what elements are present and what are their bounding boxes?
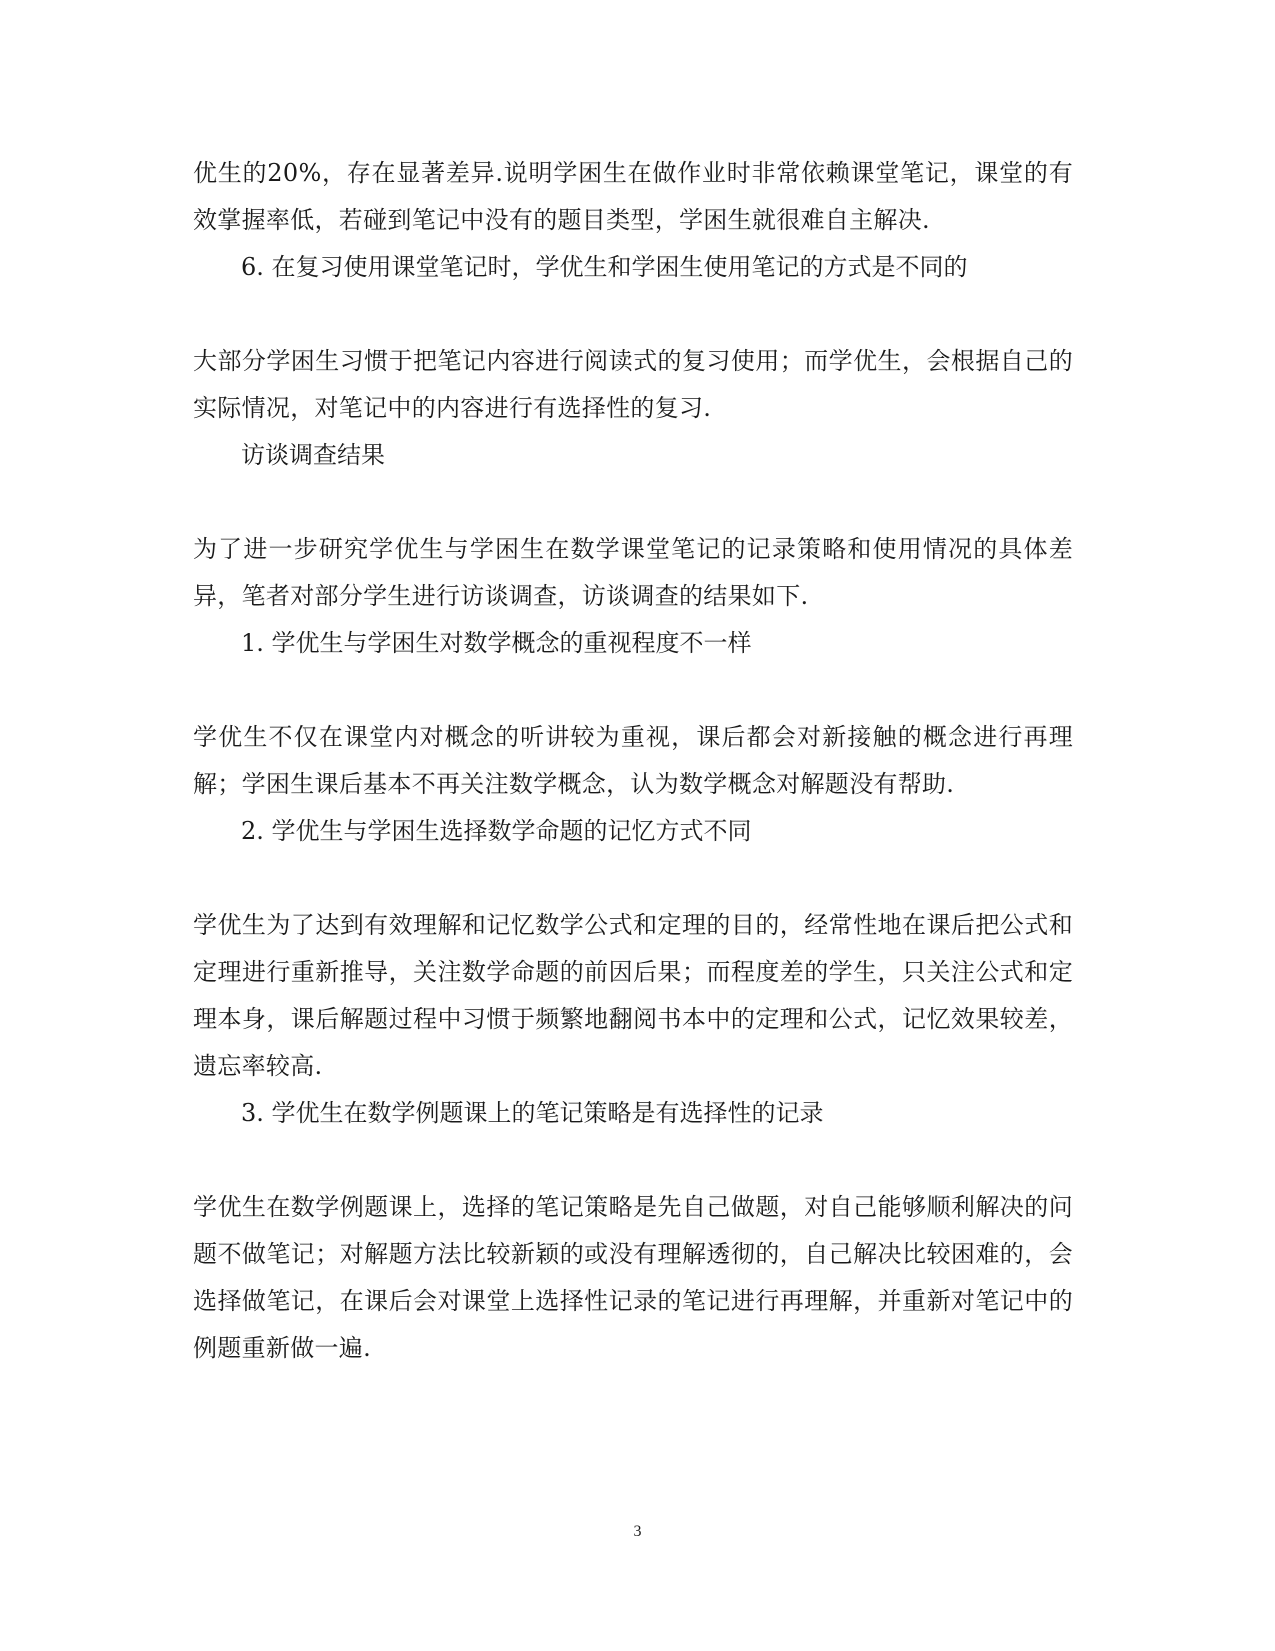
paragraph: 大部分学困生习惯于把笔记内容进行阅读式的复习使用；而学优生，会根据自己的实际情况，对笔记中的内容进行有选择性的复习. (193, 347, 1073, 422)
paragraph: 学优生为了达到有效理解和记忆数学公式和定理的目的，经常性地在课后把公式和定理进行重新推导，关注数学命题的前因后果；而程度差的学生，只关注公式和定理本身，课后解题过程中习惯于频繁地翻阅书本中的定理和公式，记忆效果较差，遗忘率较高. (193, 911, 1073, 1080)
section-heading: 访谈调查结果 (241, 441, 385, 469)
page-number: 3 (633, 1523, 642, 1540)
paragraph: 优生的20%，存在显著差异.说明学困生在做作业时非常依赖课堂笔记，课堂的有效掌握率低，若碰到笔记中没有的题目类型，学困生就很难自主解决. (193, 159, 1073, 234)
paragraph: 学优生在数学例题课上，选择的笔记策略是先自己做题，对自己能够顺利解决的问题不做笔记；对解题方法比较新颖的或没有理解透彻的，自己解决比较困难的，会选择做笔记，在课后会对课堂上选择性记录的笔记进行再理解，并重新对笔记中的例题重新做一遍. (193, 1193, 1073, 1362)
section-heading: 2. 学优生与学困生选择数学命题的记忆方式不同 (241, 817, 752, 845)
section-heading: 1. 学优生与学困生对数学概念的重视程度不一样 (241, 629, 752, 657)
paragraph: 为了进一步研究学优生与学困生在数学课堂笔记的记录策略和使用情况的具体差异，笔者对部分学生进行访谈调查，访谈调查的结果如下. (193, 535, 1073, 610)
section-heading: 3. 学优生在数学例题课上的笔记策略是有选择性的记录 (241, 1099, 824, 1127)
document-body (193, 150, 1073, 1372)
paragraph: 学优生不仅在课堂内对概念的听讲较为重视，课后都会对新接触的概念进行再理解；学困生课后基本不再关注数学概念，认为数学概念对解题没有帮助. (193, 723, 1073, 798)
section-heading: 6. 在复习使用课堂笔记时，学优生和学困生使用笔记的方式是不同的 (241, 253, 968, 281)
